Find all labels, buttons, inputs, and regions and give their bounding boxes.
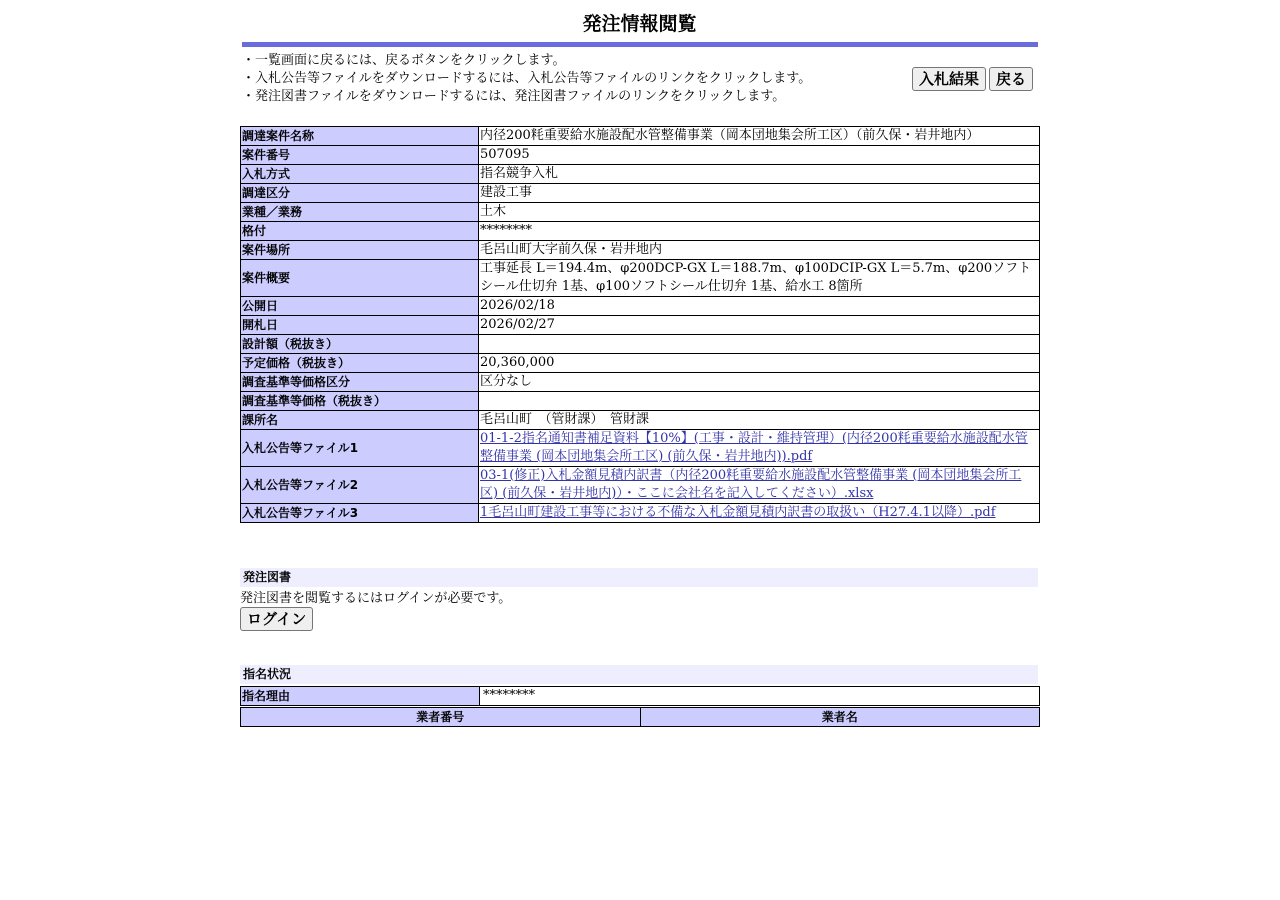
file-cell: [479, 467, 1040, 504]
reason-row: [241, 687, 1040, 706]
instruction-line: ・発注図書ファイルをダウンロードするには、発注図書ファイルのリンクをクリックします。: [242, 89, 786, 104]
detail-label: 予定価格（税抜き）: [241, 354, 479, 373]
detail-value: 指名競争入札: [479, 165, 1040, 184]
detail-row: [241, 184, 1040, 203]
login-required-note: 発注図書を閲覧するにはログインが必要です。: [240, 591, 512, 606]
instructions: [242, 52, 902, 106]
detail-row: [241, 354, 1040, 373]
file-link[interactable]: 1毛呂山町建設工事等における不備な入札金額見積内訳書の取扱い（H27.4.1以降）.pdf: [480, 505, 996, 520]
detail-label: 入札方式: [241, 165, 479, 184]
detail-label: 案件番号: [241, 146, 479, 165]
vendor-table: [240, 707, 1040, 727]
file-label: 入札公告等ファイル1: [241, 430, 479, 467]
vendor-header-row: [241, 708, 1040, 727]
detail-label: 案件概要: [241, 260, 479, 297]
detail-value: [479, 335, 1040, 354]
detail-label: 開札日: [241, 316, 479, 335]
order-details-table: [240, 126, 1040, 523]
detail-value: 2026/02/27: [479, 316, 1040, 335]
detail-value: 毛呂山町 （管財課） 管財課: [479, 411, 1040, 430]
designation-reason-table: [240, 686, 1040, 706]
detail-value: 毛呂山町大字前久保・岩井地内: [479, 241, 1040, 260]
detail-label: 格付: [241, 222, 479, 241]
page-title: 発注情報閲覧: [582, 13, 697, 35]
detail-value: [479, 392, 1040, 411]
detail-value: 20,360,000: [479, 354, 1040, 373]
detail-value: 2026/02/18: [479, 297, 1040, 316]
reason-value: ********: [480, 687, 1040, 706]
detail-value: 507095: [479, 146, 1040, 165]
file-cell: [479, 430, 1040, 467]
detail-value: 工事延長 L＝194.4m、φ200DCP-GX L＝188.7m、φ100DCIP-GX L＝5.7m、φ200ソフトシール仕切弁 1基、φ100ソフトシール仕切弁 1基、給水工 8箇所: [479, 260, 1040, 297]
drawings-section-header: 発注図書: [240, 568, 1038, 587]
detail-label: 設計額（税抜き）: [241, 335, 479, 354]
file-label: 入札公告等ファイル3: [241, 504, 479, 523]
detail-value: 区分なし: [479, 373, 1040, 392]
detail-row: [241, 373, 1040, 392]
file-link[interactable]: 01-1-2指名通知書補足資料【10%】(工事・設計・維持管理）(内径200粍重要給水施設配水管整備事業 (岡本団地集会所工区) (前久保・岩井地内)).pdf: [480, 431, 1028, 464]
detail-row: [241, 222, 1040, 241]
detail-row: [241, 297, 1040, 316]
file-cell: [479, 504, 1040, 523]
detail-value: ********: [479, 222, 1040, 241]
file-row: [241, 504, 1040, 523]
detail-value: 建設工事: [479, 184, 1040, 203]
detail-row: [241, 127, 1040, 146]
detail-label: 調査基準等価格（税抜き）: [241, 392, 479, 411]
file-row: [241, 467, 1040, 504]
detail-row: [241, 316, 1040, 335]
detail-row: [241, 241, 1040, 260]
detail-label: 公開日: [241, 297, 479, 316]
bid-result-button[interactable]: 入札結果: [912, 67, 986, 91]
detail-label: 調達区分: [241, 184, 479, 203]
detail-label: 業種／業務: [241, 203, 479, 222]
title-divider: [242, 42, 1038, 47]
detail-label: 案件場所: [241, 241, 479, 260]
back-button[interactable]: 戻る: [989, 67, 1033, 91]
top-buttons: [912, 67, 1033, 91]
designation-section-header: 指名状況: [240, 665, 1038, 684]
file-label: 入札公告等ファイル2: [241, 467, 479, 504]
reason-label: 指名理由: [241, 687, 480, 706]
detail-row: [241, 260, 1040, 297]
detail-label: 調達案件名称: [241, 127, 479, 146]
file-link[interactable]: 03-1(修正)入札金額見積内訳書（内径200粍重要給水施設配水管整備事業 (岡本団地集会所工区) (前久保・岩井地内)）・ここに会社名を記入してください）.xlsx: [480, 468, 1022, 501]
detail-row: [241, 165, 1040, 184]
detail-value: 土木: [479, 203, 1040, 222]
instruction-line: ・一覧画面に戻るには、戻るボタンをクリックします。: [242, 53, 566, 68]
detail-row: [241, 392, 1040, 411]
file-row: [241, 430, 1040, 467]
detail-row: [241, 146, 1040, 165]
detail-row: [241, 411, 1040, 430]
detail-row: [241, 335, 1040, 354]
detail-label: 課所名: [241, 411, 479, 430]
detail-label: 調査基準等価格区分: [241, 373, 479, 392]
login-button[interactable]: ログイン: [240, 607, 313, 631]
instruction-line: ・入札公告等ファイルをダウンロードするには、入札公告等ファイルのリンクをクリックします。: [242, 71, 812, 86]
detail-value: 内径200粍重要給水施設配水管整備事業（岡本団地集会所工区）（前久保・岩井地内）: [479, 127, 1040, 146]
column-header-vendor-number: 業者番号: [241, 708, 641, 727]
column-header-vendor-name: 業者名: [640, 708, 1040, 727]
detail-row: [241, 203, 1040, 222]
